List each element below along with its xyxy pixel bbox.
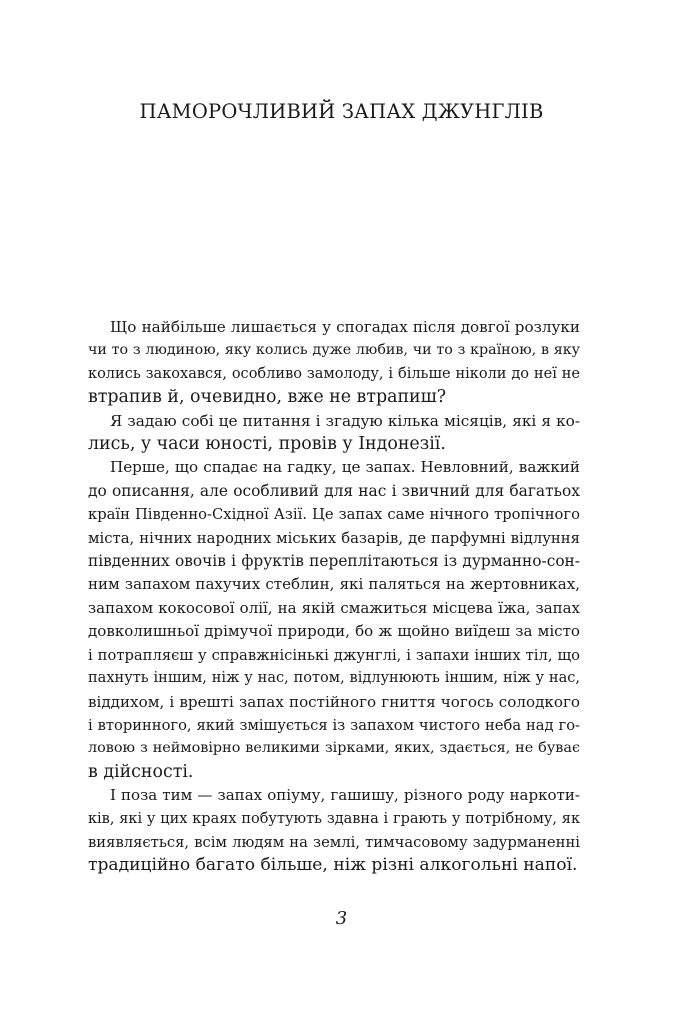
text-line: міста, нічних народних міських базарів, де парфумні відлуння bbox=[88, 529, 580, 547]
text-line: країн Південно-Східної Азії. Це запах саме нічного тропічного bbox=[88, 506, 580, 524]
text-line: лись, у часи юності, провів у Індонезії. bbox=[88, 434, 446, 455]
text-line: південних овочів і фруктів переплітаються із дурманно-сон- bbox=[88, 552, 580, 571]
text-line: колись закохався, особливо замолоду, і більше ніколи до неї не bbox=[88, 365, 580, 382]
body-text bbox=[88, 316, 580, 878]
text-line: традиційно багато більше, ніж різні алкогольні напої. bbox=[88, 855, 578, 876]
text-line: запахом кокосової олії, на якій смажиться місцева їжа, запах bbox=[88, 598, 580, 617]
text-line: ків, які у цих краях побутують здавна і грають у потрібному, як bbox=[88, 810, 580, 827]
paragraph bbox=[88, 410, 580, 457]
chapter-title: ПАМОРОЧЛИВИЙ ЗАПАХ ДЖУНГЛІВ bbox=[139, 100, 544, 123]
paragraph bbox=[88, 316, 580, 410]
text-line: і потрапляєш у справжнісінькі джунглі, і запахи інших тіл, що bbox=[88, 646, 580, 664]
text-line: І поза тим — запах опіуму, гашишу, різного роду наркоти- bbox=[110, 786, 580, 805]
text-line: Що найбільше лишається у спогадах після довгої розлуки bbox=[110, 318, 580, 336]
text-line: довколишньої дрімучої природи, бо ж щойно виїдеш за місто bbox=[88, 622, 580, 641]
text-line: і вторинного, який змішується із запахом чистого неба над го- bbox=[88, 716, 580, 734]
text-line: ним запахом пахучих стеблин, які паляться на жертовниках, bbox=[88, 575, 580, 594]
text-line: втрапив й, очевидно, вже не втрапиш? bbox=[88, 387, 447, 408]
text-line: виявляється, всім людям на землі, тимчасовому задурманенні bbox=[88, 833, 580, 851]
text-line: в дійсності. bbox=[88, 761, 194, 782]
text-line: ловою з неймовірно великими зірками, яких, здається, не буває bbox=[88, 740, 580, 757]
text-line: Я задаю собі це питання і згадую кілька місяців, які я ко- bbox=[110, 411, 580, 430]
paragraph bbox=[88, 784, 580, 878]
text-line: віддихом, і врешті запах постійного гниття чогось солодкого bbox=[88, 692, 580, 711]
paragraph bbox=[88, 456, 580, 784]
text-line: чи то з людиною, яку колись дуже любив, чи то з країною, в яку bbox=[88, 342, 580, 359]
page-number: 3 bbox=[335, 908, 348, 929]
text-line: Перше, що спадає на гадку, це запах. Невловний, важкий bbox=[110, 458, 580, 477]
text-line: до описання, але особливий для нас і звичний для багатьох bbox=[88, 481, 580, 500]
text-line: пахнуть іншим, ніж у нас, потом, відлунюють іншим, ніж у нас, bbox=[88, 670, 580, 687]
